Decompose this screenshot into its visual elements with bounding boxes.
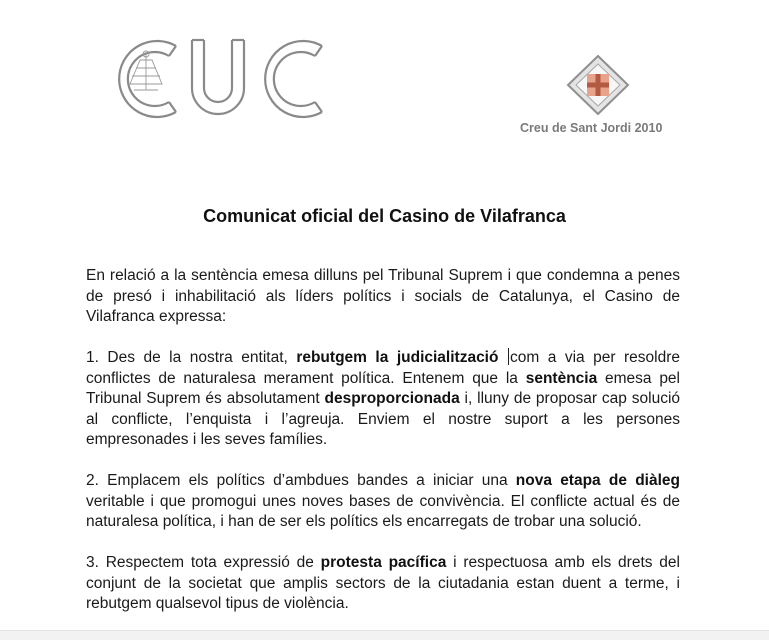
intro-paragraph: En relació a la sentència emesa dilluns pel Tribunal Suprem i que condemna a penes de presó i inhabilitació als líders polítics i socials de Catalunya, el Casino de Vilafranca expressa:: [86, 267, 680, 325]
paragraph-2: 2. Emplacem els polítics d’ambdues bandes a iniciar una nova etapa de diàleg veritable i que promogui unes noves bases de convivència. El conflicte actual és de naturalesa política, i han de ser els polítics els encarregats de trobar una solució.: [86, 472, 680, 530]
page-title: Comunicat oficial del Casino de Vilafranca: [203, 206, 566, 226]
paragraph-3: 3. Respectem tota expressió de protesta pacífica i respectuosa amb els drets del conjunt de la societat que amplis sectors de la ciutadania estan duent a terme, i rebutgem qualsevol tipus de violència.: [86, 554, 680, 612]
emblem-icon: [130, 51, 162, 90]
statement-body: [86, 266, 680, 635]
creu-sant-jordi-icon: [566, 55, 630, 115]
paragraph-1: 1. Des de la nostra entitat, rebutgem la judicialització com a via per resoldre conflictes de naturalesa merament política. Entenem que la sentència emesa pel Tribunal Suprem és absolutament desproporcionada i, lluny de proposar cap solució al conflicte, l’enquista i l’agreuja. Enviem el nostre suport a les persones empresonades i les seves famílies.: [86, 349, 681, 448]
award-label: Creu de Sant Jordi 2010: [520, 121, 663, 135]
text-cursor: [508, 348, 509, 365]
window-bottom-edge: [0, 630, 769, 640]
casino-logo: [110, 32, 332, 126]
